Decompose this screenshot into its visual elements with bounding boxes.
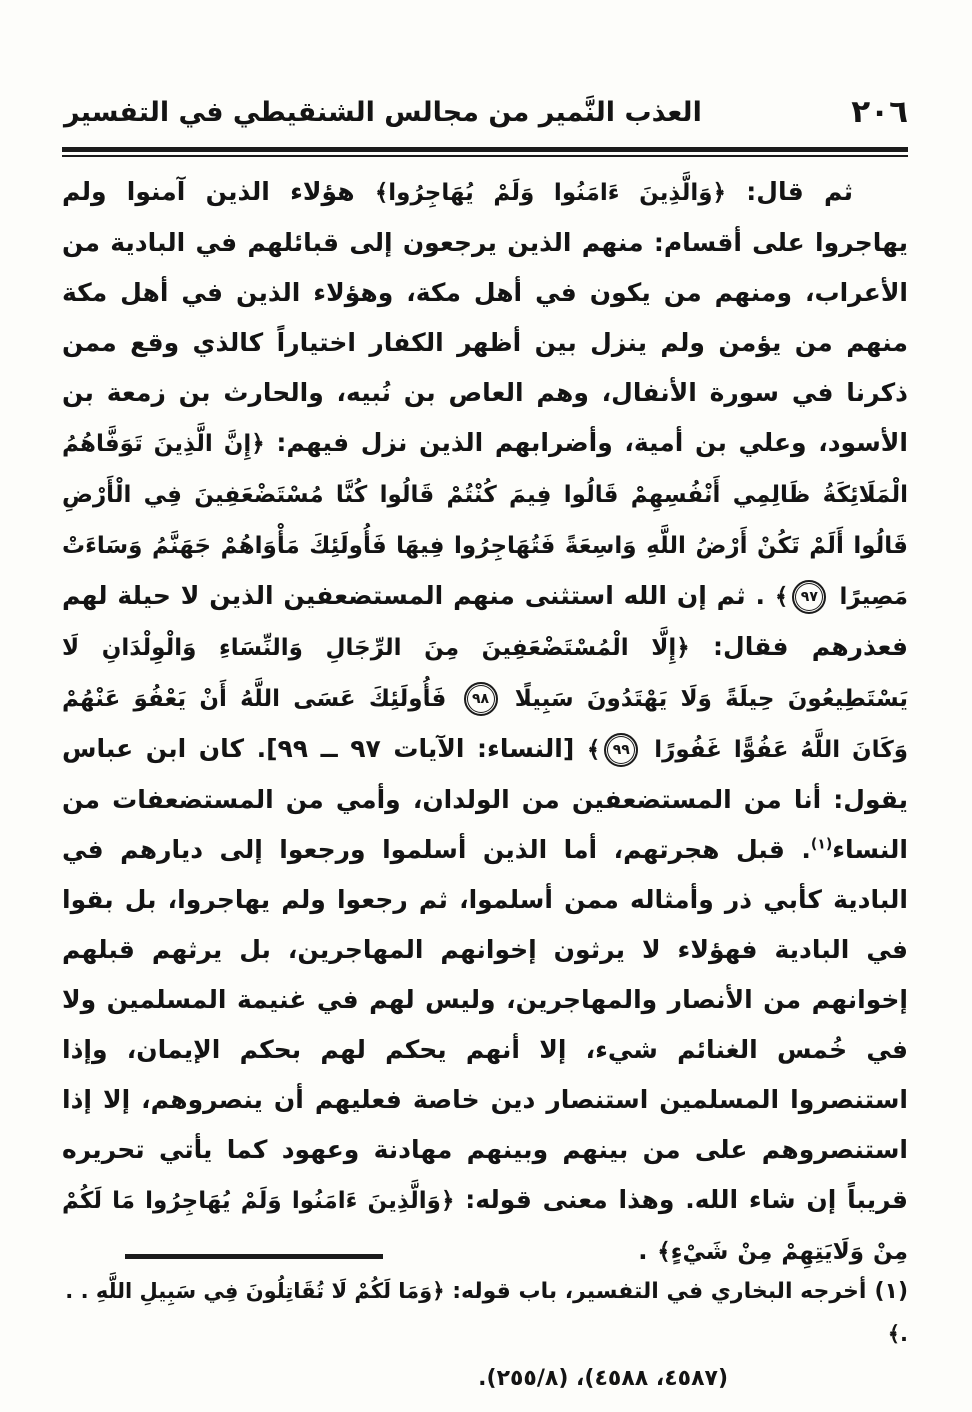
ayah-number-badge: ٩٧: [792, 580, 826, 614]
quran-verse: ﴿إِلَّا الْمُسْتَضْعَفِينَ مِنَ الرِّجَالِ وَالنِّسَاءِ وَالْوِلْدَانِ لَا يَسْتَطِيعُونَ حِيلَةً وَلَا يَهْتَدُونَ سَبِيلًا: [62, 635, 908, 712]
ayah-number-badge: ٩٨: [464, 682, 498, 716]
header-double-rule: [62, 147, 908, 157]
quran-verse: ﴿إِنَّ الَّذِينَ تَوَفَّاهُمُ الْمَلَائِكَةُ ظَالِمِي أَنْفُسِهِمْ قَالُوا فِيمَ كُنْتُمْ قَالُوا كُنَّا مُسْتَضْعَفِينَ فِي الْأَرْضِ قَالُوا أَلَمْ تَكُنْ أَرْضُ اللَّهِ وَاسِعَةً فَتُهَاجِرُوا فِيهَا فَأُولَئِكَ مَأْوَاهُمْ جَهَنَّمُ وَسَاءَتْ مَصِيرًا: [62, 431, 908, 610]
footnote-ref-marker: (١): [810, 836, 833, 853]
body-run-text: .: [638, 1236, 658, 1265]
page-header: [64, 94, 908, 130]
quran-verse-close: ﴾: [586, 737, 601, 763]
footnote-separator-rule: [125, 1254, 383, 1259]
quran-verse: فَأُولَئِكَ عَسَى اللَّهُ أَنْ يَعْفُوَ عَنْهُمْ وَكَانَ اللَّهُ عَفُوًّا غَفُورًا: [62, 686, 908, 763]
footnote-line: [64, 1270, 908, 1356]
quran-verse: ﴿وَالَّذِينَ ءَامَنُوا وَلَمْ يُهَاجِرُوا﴾: [374, 180, 726, 206]
footnote-number: (١): [874, 1279, 908, 1304]
body-run-text: . ثم إن الله استثنى منهم المستضعفين الذين لا حيلة لهم فعذرهم فقال:: [62, 581, 908, 661]
body-run-text: هؤلاء الذين آمنوا ولم يهاجروا على أقسام: منهم الذين يرجعون إلى قبائلهم في البادية من الأعراب، ومنهم من يكون في أهل مكة، وهؤلاء الذين في أهل مكة منهم من يؤمن ولم ينزل بين أظهر الكفار اختياراً كالذي وقع ممن ذكرنا في سورة الأنفال، وهم العاص بن نُبيه، والحارث بن زمعة بن الأسود، وعلي بن أمية، وأضرابهم الذين نزل فيهم:: [62, 177, 908, 457]
footnote: [64, 1270, 908, 1400]
quran-verse-close: ﴾: [774, 584, 789, 610]
body-text: [62, 167, 908, 1277]
footnote-text: أخرجه البخاري في التفسير، باب قوله:: [444, 1279, 867, 1304]
footnote-quran-verse: ﴿وَمَا لَكُمْ لَا تُقَاتِلُونَ فِي سَبِيلِ اللَّهِ . . .﴾: [65, 1279, 908, 1346]
body-run-text: [النساء: الآيات ٩٧ ــ ٩٩]. كان ابن عباس يقول: أنا من المستضعفين من الولدان، وأمي من المستضعفات من النساء: [62, 734, 908, 864]
ayah-number-badge: ٩٩: [604, 733, 638, 767]
quran-verse: ﴿وَالَّذِينَ ءَامَنُوا وَلَمْ يُهَاجِرُوا مَا لَكُمْ مِنْ وَلَايَتِهِمْ مِنْ شَيْءٍ﴾: [62, 1188, 908, 1265]
body-run-text: . قبل هجرتهم، أما الذين أسلموا ورجعوا إلى ديارهم في البادية كأبي ذر وأمثاله ممن أسلموا، ثم رجعوا ولم يهاجروا، بل بقوا في البادية فهؤلاء لا يرثون إخوانهم المهاجرين، بل يرثهم قبلهم إخوانهم من الأنصار والمهاجرين، وليس لهم في غنيمة المسلمين ولا في خُمس الغنائم شيء، إلا أنهم يحكم لهم بحكم الإيمان، وإذا استنصروا المسلمين استنصار دين خاصة فعليهم أن ينصروهم، إلا إذا استنصروهم على من بينهم وبينهم مهادنة وعهود كما يأتي تحريره قريباً إن شاء الله. وهذا معنى قوله:: [62, 835, 908, 1214]
body-run-text: ثم قال:: [726, 177, 853, 206]
page-number: ٢٠٦: [851, 94, 908, 130]
footnote-references: (٤٥٨٧، ٤٥٨٨)، (٢٥٥/٨).: [478, 1366, 728, 1391]
book-title: العذب النَّمير من مجالس الشنقيطي في التفسير: [64, 96, 702, 128]
